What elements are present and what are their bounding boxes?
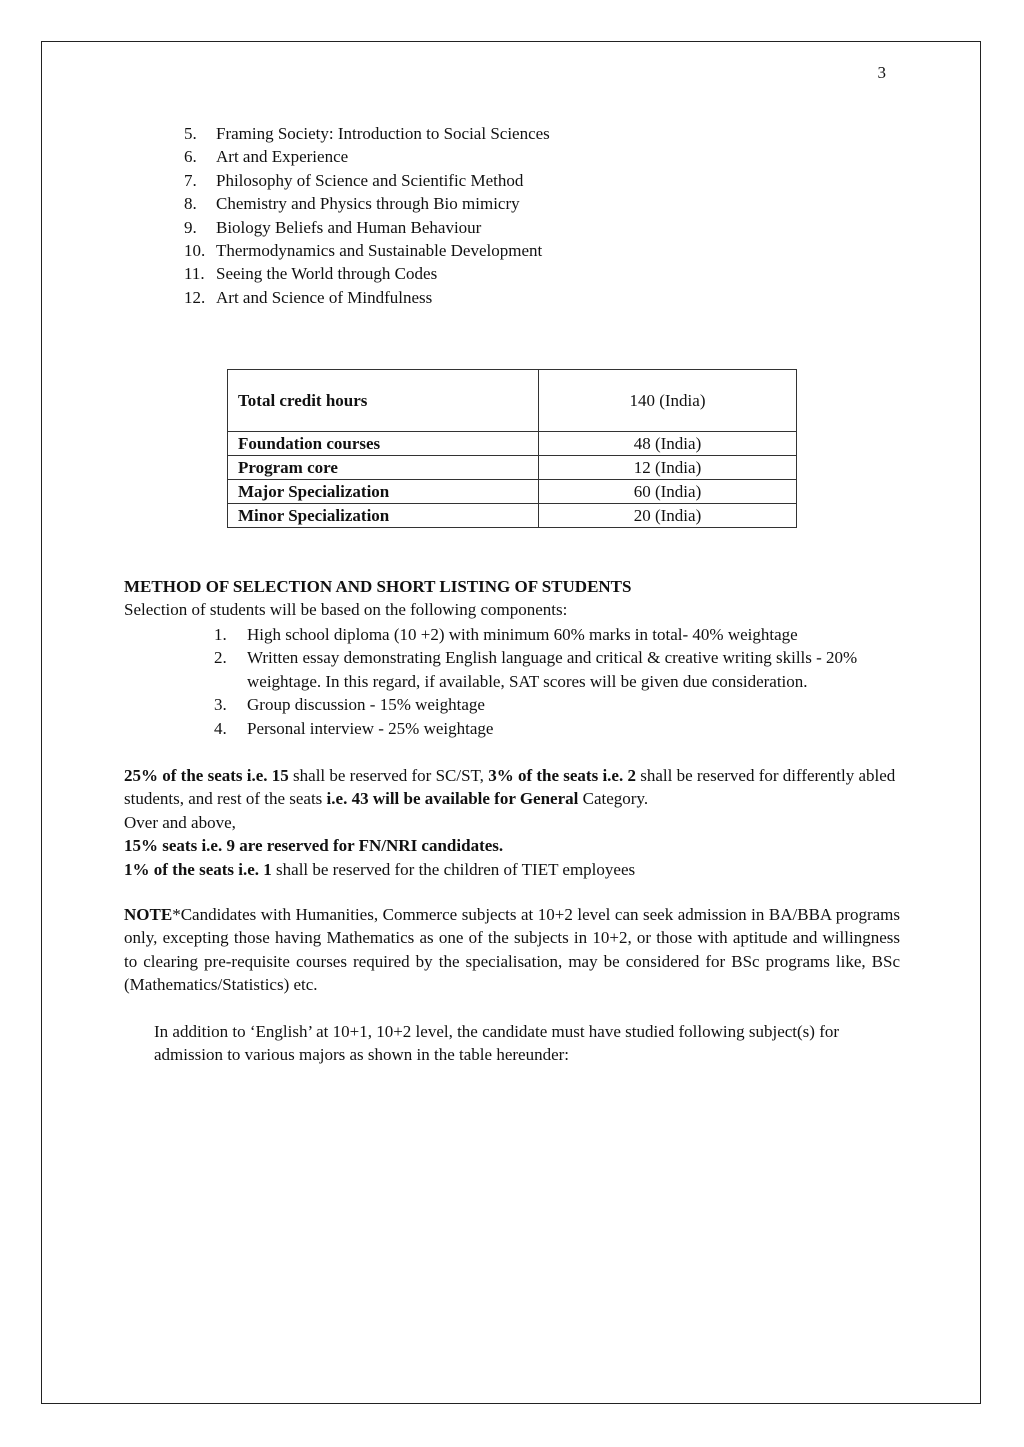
- list-text: Biology Beliefs and Human Behaviour: [216, 217, 482, 237]
- note-paragraph: [124, 903, 900, 997]
- reservation-highlight: 1% of the seats i.e. 1: [124, 859, 272, 879]
- table-cell-label: Program core: [228, 456, 539, 480]
- list-item: [214, 717, 904, 740]
- table-row: [228, 504, 797, 528]
- reservation-highlight: 25% of the seats i.e. 15: [124, 766, 289, 785]
- list-number: 5.: [184, 124, 197, 143]
- list-item: [184, 145, 550, 168]
- list-text: Chemistry and Physics through Bio mimicry: [216, 194, 520, 214]
- table-cell-label: Minor Specialization: [228, 504, 539, 528]
- table-cell-value: 140 (India): [539, 370, 797, 432]
- note-label: NOTE: [124, 905, 173, 924]
- selection-heading: METHOD OF SELECTION AND SHORT LISTING OF STUDENTS: [124, 577, 632, 596]
- credit-hours-table: [227, 369, 797, 528]
- reservation-text: shall be reserved for the children of TIET employees: [271, 859, 636, 879]
- table-row: [228, 480, 797, 504]
- table-cell-value: 60 (India): [539, 480, 797, 504]
- reservation-paragraph: [124, 764, 902, 811]
- table-cell-value: 48 (India): [539, 432, 797, 456]
- table-row: [228, 432, 797, 456]
- list-item: [184, 169, 550, 192]
- page-number: 3: [877, 63, 886, 82]
- list-number: 3.: [214, 695, 227, 715]
- list-item: [214, 646, 904, 693]
- list-item: [214, 693, 904, 716]
- list-number: 9.: [184, 217, 197, 237]
- tiet-reservation: [124, 858, 902, 881]
- list-text: Thermodynamics and Sustainable Development: [216, 240, 543, 260]
- reservation-highlight: i.e. 43 will be available for General: [326, 789, 579, 809]
- list-number: 1.: [214, 625, 227, 644]
- list-number: 7.: [184, 170, 197, 190]
- list-number: 8.: [184, 194, 197, 214]
- list-item: [214, 623, 904, 646]
- list-number: 10.: [184, 240, 206, 260]
- table-cell-label: Major Specialization: [228, 480, 539, 504]
- reservation-text: Category.: [578, 789, 649, 809]
- reservation-text: shall be reserved for differently abled students, and rest of the seats: [124, 766, 896, 809]
- list-item: [184, 192, 550, 215]
- list-text: Written essay demonstrating English language and critical & creative writing skills - 20% weightage. In this regard, if available, SAT scores will be given due consideration.: [247, 648, 858, 691]
- over-and-above-text: Over and above,: [124, 812, 236, 832]
- reservation-text: shall be reserved for SC/ST,: [288, 766, 489, 785]
- list-item: [184, 286, 550, 309]
- list-text: Group discussion - 15% weightage: [247, 695, 485, 715]
- list-text: High school diploma (10 +2) with minimum 60% marks in total- 40% weightage: [247, 625, 798, 644]
- list-item: [184, 262, 550, 285]
- fn-nri-reservation: 15% seats i.e. 9 are reserved for FN/NRI candidates.: [124, 836, 504, 856]
- reservation-highlight: 3% of the seats i.e. 2: [488, 766, 636, 785]
- list-item: [184, 216, 550, 239]
- list-text: Philosophy of Science and Scientific Method: [216, 170, 524, 190]
- list-number: 2.: [214, 648, 227, 668]
- course-list: [184, 122, 550, 309]
- seat-reservation: [124, 764, 902, 881]
- subject-requirement-paragraph: In addition to ‘English’ at 10+1, 10+2 level, the candidate must have studied following subject(s) for admission to various majors as shown in the table hereunder:: [154, 1022, 840, 1065]
- table-row: [228, 456, 797, 480]
- list-number: 11.: [184, 264, 205, 284]
- table-row: [228, 370, 797, 432]
- table-cell-value: 12 (India): [539, 456, 797, 480]
- note-text: *Candidates with Humanities, Commerce subjects at 10+2 level can seek admission in BA/BBA programs only, excepting those having Mathematics as one of the subjects in 10+2, or those with aptitude and willingness to clearing pre-requisite courses required by the specialisation, may be considered for BSc programs like, BSc (Mathematics/Statistics) etc.: [124, 905, 900, 995]
- list-text: Framing Society: Introduction to Social Sciences: [216, 124, 550, 143]
- list-item: [184, 239, 550, 262]
- list-text: Seeing the World through Codes: [216, 264, 438, 284]
- list-number: 6.: [184, 147, 197, 167]
- list-number: 12.: [184, 287, 206, 307]
- selection-intro: Selection of students will be based on the following components:: [124, 600, 568, 619]
- selection-criteria-list: [214, 623, 904, 740]
- list-number: 4.: [214, 718, 227, 738]
- table-cell-value: 20 (India): [539, 504, 797, 528]
- list-text: Personal interview - 25% weightage: [247, 718, 494, 738]
- list-item: [184, 122, 550, 145]
- table-cell-label: Total credit hours: [228, 370, 539, 432]
- table-cell-label: Foundation courses: [228, 432, 539, 456]
- list-text: Art and Science of Mindfulness: [216, 287, 433, 307]
- list-text: Art and Experience: [216, 147, 349, 167]
